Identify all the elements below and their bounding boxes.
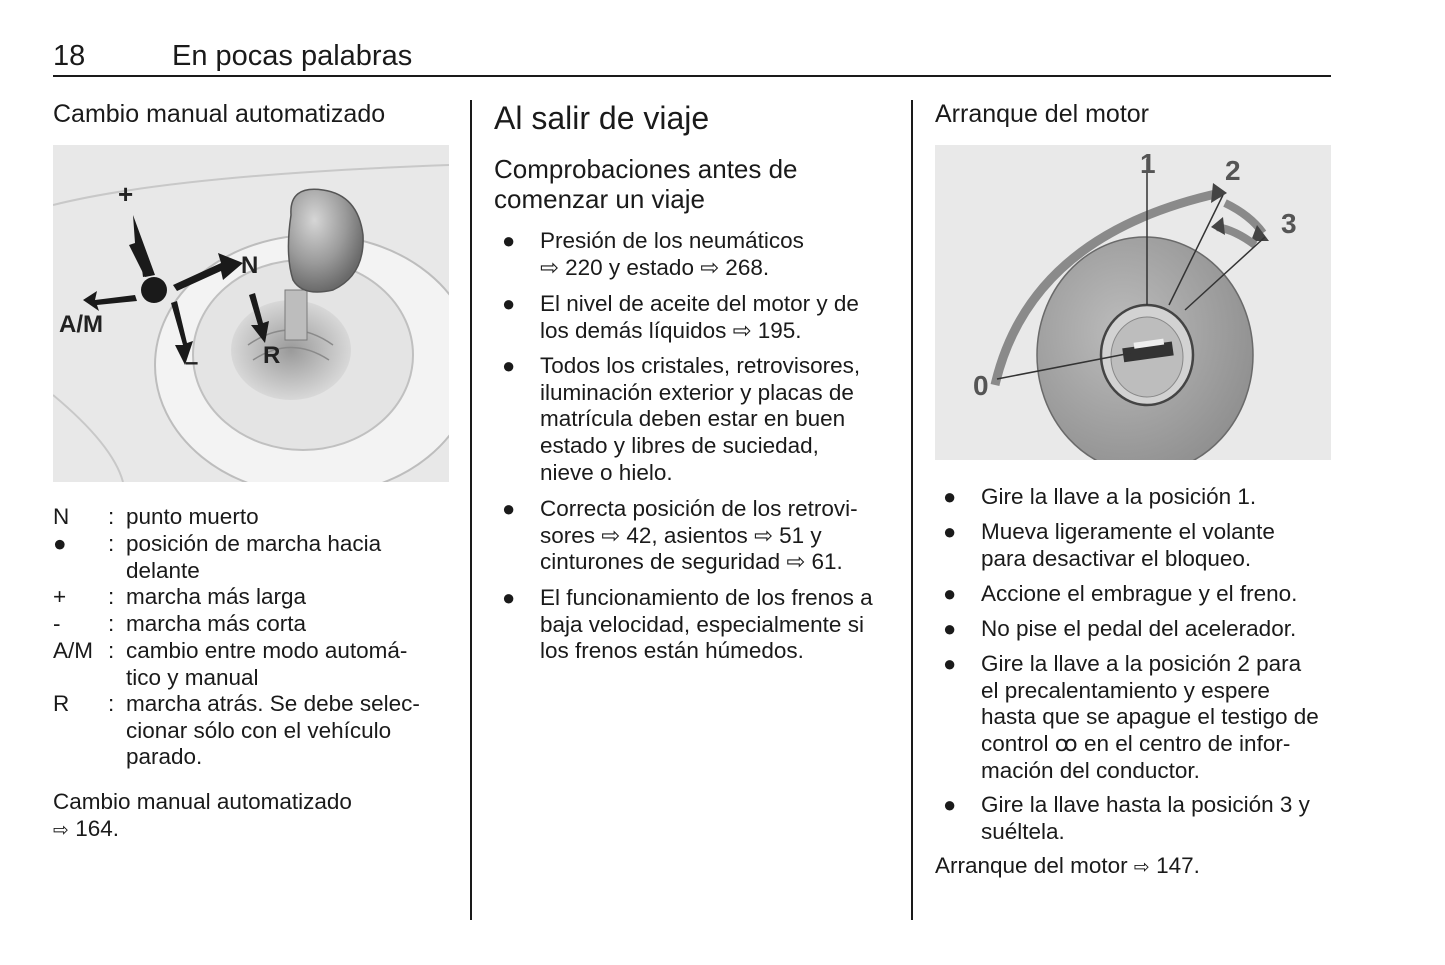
position-3-label: 3 xyxy=(1281,208,1297,239)
section-title: Al salir de viaje xyxy=(494,100,710,136)
bullet-icon: ● xyxy=(943,616,957,641)
bullet-icon: ● xyxy=(502,228,516,253)
right-cross-reference[interactable]: Arranque del motor ⇨ 147. xyxy=(935,853,1200,878)
bullet-icon: ● xyxy=(943,651,957,676)
legend-sep: : xyxy=(108,531,115,556)
legend-sep: : xyxy=(108,504,115,529)
minus-label: – xyxy=(185,349,199,376)
gearshift-illustration xyxy=(53,145,449,482)
left-heading: Cambio manual automatizado xyxy=(53,100,386,128)
legend-sep: : xyxy=(108,611,115,636)
bullet-icon: ● xyxy=(943,581,957,606)
start-step: ● Gire la llave hasta la posición 3 y suéltela. xyxy=(943,792,1310,844)
start-step: ● No pise el pedal del acelerador. xyxy=(943,616,1297,641)
bullet-icon: ● xyxy=(502,291,516,316)
position-0-label: 0 xyxy=(973,370,989,401)
section-subtitle: Comprobaciones antes de comenzar un viaje xyxy=(494,154,798,214)
page-number: 18 xyxy=(53,40,86,72)
start-step: ● Accione el embrague y el freno. xyxy=(943,581,1298,606)
ignition-illustration xyxy=(935,145,1331,460)
column-divider-right xyxy=(911,100,913,920)
start-step: ● Mueva ligeramente el volante para desactivar el bloqueo. xyxy=(943,519,1275,571)
legend-sep: : xyxy=(108,691,115,716)
reference-arrow-icon: ⇨ xyxy=(1133,856,1150,878)
legend-key: A/M xyxy=(53,638,94,663)
legend-key: + xyxy=(53,584,67,609)
chapter-title: En pocas palabras xyxy=(172,40,413,72)
right-heading: Arranque del motor xyxy=(935,100,1150,128)
plus-label: + xyxy=(118,179,134,209)
left-cross-reference[interactable]: Cambio manual automatizado ⇨ 164. xyxy=(53,789,352,841)
legend-sep: : xyxy=(108,638,115,663)
legend-sep: : xyxy=(108,584,115,609)
am-label: A/M xyxy=(59,311,103,338)
bullet-icon: ● xyxy=(502,585,516,610)
legend-desc: marcha más larga xyxy=(126,584,307,609)
legend-desc: marcha atrás. Se debe selec- cionar sólo con el vehículo parado. xyxy=(126,691,420,770)
checklist-item: ● Presión de los neumáticos ⇨ 220 y estado ⇨ 268. xyxy=(502,228,804,280)
legend-desc: posición de marcha hacia delante xyxy=(126,531,382,583)
checklist-item: ● El funcionamiento de los frenos a baja velocidad, especialmente si los frenos están húmedos. xyxy=(502,585,873,664)
header-rule xyxy=(53,75,1331,77)
legend-key: N xyxy=(53,504,70,529)
r-label: R xyxy=(263,342,281,369)
reference-arrow-icon: ⇨ xyxy=(53,818,69,841)
checklist-item: ● El nivel de aceite del motor y de los demás líquidos ⇨ 195. xyxy=(502,291,859,343)
bullet-icon: ● xyxy=(943,792,957,817)
legend-key: - xyxy=(53,611,61,636)
column-divider-left xyxy=(470,100,472,920)
bullet-icon: ● xyxy=(502,496,516,521)
checklist-item: ● Correcta posición de los retrovi- sores ⇨ 42, asientos ⇨ 51 y cinturones de seguridad ⇨ 61. xyxy=(502,496,858,575)
legend-key: ● xyxy=(53,531,67,556)
n-label: N xyxy=(241,252,259,279)
legend-desc: marcha más corta xyxy=(126,611,307,636)
neutral-dot xyxy=(141,277,167,303)
start-step: ● Gire la llave a la posición 2 para el precalentamiento y espere hasta que se apague el testigo de control ꝏ en el centro de infor- mación del conductor. xyxy=(943,651,1319,783)
position-2-label: 2 xyxy=(1225,155,1241,186)
legend-desc: cambio entre modo automá- tico y manual xyxy=(126,638,408,690)
bullet-icon: ● xyxy=(943,484,957,509)
start-step: ● Gire la llave a la posición 1. xyxy=(943,484,1257,509)
position-1-label: 1 xyxy=(1140,148,1156,179)
legend-desc: punto muerto xyxy=(126,504,259,529)
bullet-icon: ● xyxy=(502,353,516,378)
checklist-item: ● Todos los cristales, retrovisores, iluminación exterior y placas de matrícula deben estar en buen estado y libres de suciedad, nieve o hielo. xyxy=(502,353,861,485)
gearshift-figure xyxy=(53,145,449,482)
bullet-icon: ● xyxy=(943,519,957,544)
legend-key: R xyxy=(53,691,70,716)
ignition-figure xyxy=(935,145,1331,460)
